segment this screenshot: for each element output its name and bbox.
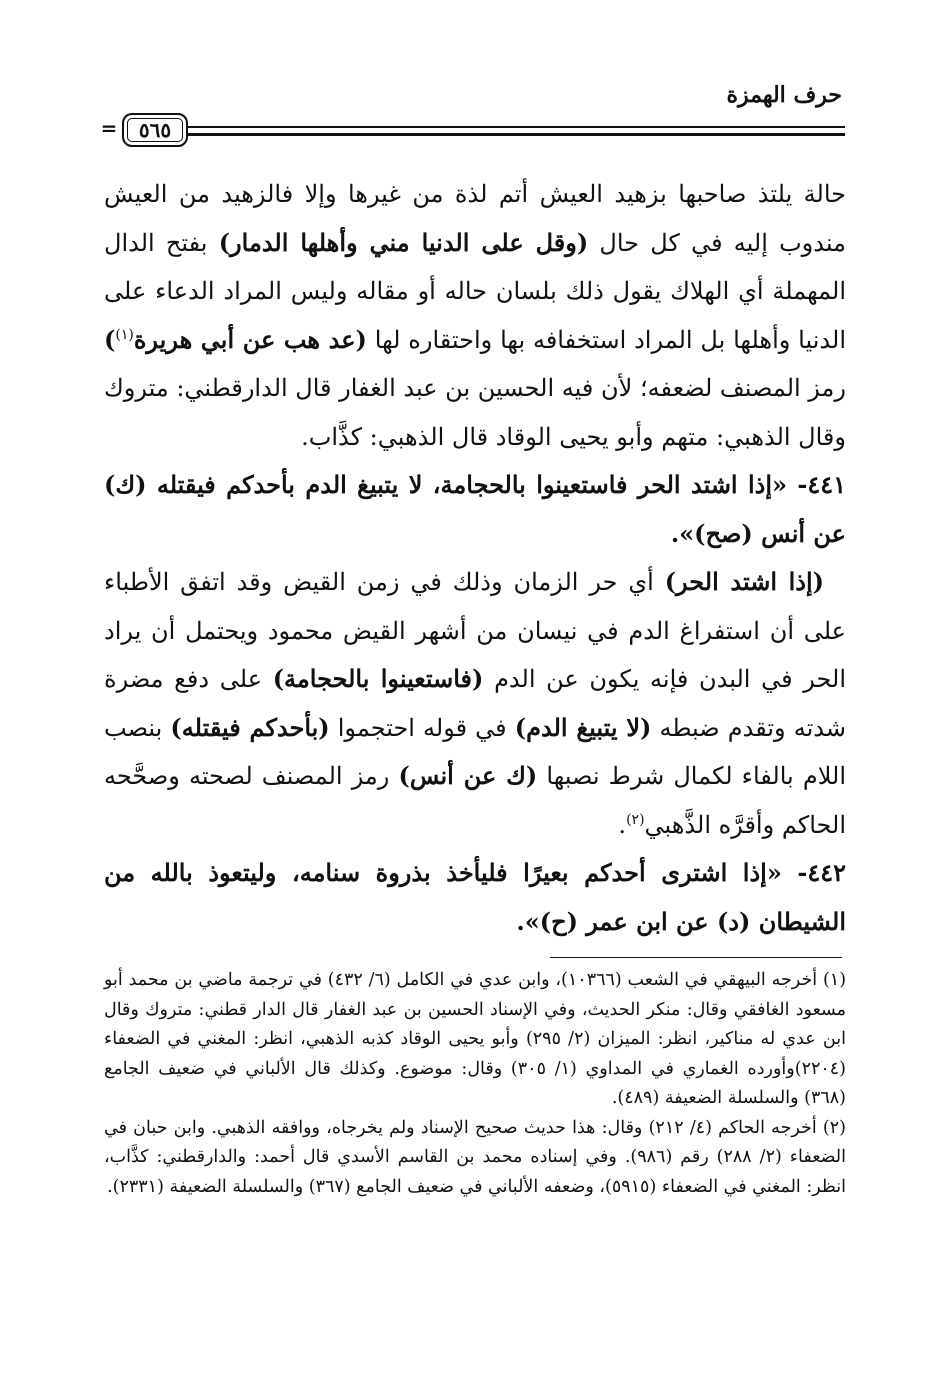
hadith-441: ٤٤١- «إذا اشتد الحر فاستعينوا بالحجامة، لا يتبيغ الدم بأحدكم فيقتله (ك) عن أنس (صح)». <box>104 470 846 548</box>
quoted-phrase: (بأحدكم فيقتله) <box>170 712 330 742</box>
quoted-phrase: (لا يتبيغ الدم) <box>514 712 652 742</box>
quoted-phrase: (ك عن أنس) <box>398 761 538 790</box>
footnote-ref-1: (١) <box>115 326 134 343</box>
quoted-phrase: (عد هب عن أبي هريرة <box>133 324 367 354</box>
main-text <box>104 170 846 946</box>
quoted-phrase: (وقل على الدنيا مني وأهلها الدمار) <box>218 227 589 257</box>
header-rule-thin <box>188 126 845 128</box>
footnote-1: (١) أخرجه البيهقي في الشعب (١٠٣٦٦)، وابن عدي في الكامل (٦/ ٤٣٢) في ترجمة ماضي بن محمد أبو مسعود الغافقي وقال: منكر الحديث، وفي الإسناد الحسين بن عبد الغفار قال الدار قطني: متروك وقال ابن عدي له مناكير، انظر: الميزان (٢/ ٢٩٥) وأبو يحيى الوقاد كذبه الذهبي، انظر: المغني في الضعفاء (٢٢٠٤)وأورده الغماري في المداوي (١/ ٣٠٥) وقال: موضوع. وكذلك قال الألباني في ضعيف الجامع (٣٦٨) والسلسلة الضعيفة (٤٨٩). <box>104 970 847 1108</box>
footnote-ref-2: (٢) <box>626 811 645 828</box>
header-rule <box>100 113 845 153</box>
footnotes <box>104 966 846 1202</box>
paragraph-commentary-1: حالة يلتذ صاحبها بزهيد العيش أتم لذة من غيرها وإلا فالزهيد من العيش مندوب إليه في كل حال (وقل على الدنيا مني وأهلها الدمار) بفتح الدال المهملة أي الهلاك يقول ذلك بلسان حاله أو مقاله وليس المراد الدعاء على الدنيا وأهلها بل المراد استخفافه بها واحتقاره لها (عد هب عن أبي هريرة$^{(١)}$) رمز المصنف لضعفه؛ لأن فيه الحسين بن عبد الغفار قال الدارقطني: متروك وقال الذهبي: متهم وأبو يحيى الوقاد قال الذهبي: كذَّاب. <box>104 180 846 451</box>
header-rule-thick <box>188 133 845 136</box>
page-number: ٥٦٥ <box>122 113 188 147</box>
footnote-separator <box>550 957 842 958</box>
paragraph-commentary-2: (إذا اشتد الحر) أي حر الزمان وذلك في زمن القيض وقد اتفق الأطباء على أن استفراغ الدم في نيسان من أشهر القيض محمود ويحتمل أن يراد الحر في البدن فإنه يكون عن الدم (فاستعينوا بالحجامة) على دفع مضرة شدته وتقدم ضبطه (لا يتبيغ الدم) في قوله احتجموا (بأحدكم فيقتله) بنصب اللام بالفاء لكمال شرط نصبها (ك عن أنس) رمز المصنف لصحته وصحَّحه الحاكم وأقرَّه الذَّهبي$^{(٢)}$. <box>104 567 846 839</box>
quoted-phrase: (إذا اشتد الحر) <box>664 567 824 596</box>
footnote-2: (٢) أخرجه الحاكم (٤/ ٢١٢) وقال: هذا حديث صحيح الإسناد ولم يخرجاه، ووافقه الذهبي. وابن حبان في الضعفاء (٢/ ٢٨٨) رقم (٩٨٦). وفي إسناده محمد بن القاسم الأسدي قال أحمد: والدارقطني: كذَّاب، انظر: المغني في الضعفاء (٥٩١٥)، وضعفه الألباني في ضعيف الجامع (٣٦٧) والسلسلة الضعيفة (٢٣٣١). <box>104 1117 847 1197</box>
header-edge-mark: = <box>100 116 118 140</box>
hadith-442: ٤٤٢- «إذا اشترى أحدكم بعيرًا فليأخذ بذروة سنامه، وليتعوذ بالله من الشيطان (د) عن ابن عمر (ح)». <box>104 858 846 936</box>
quoted-phrase: (فاستعينوا بالحجامة) <box>272 664 484 693</box>
running-title: حرف الهمزة <box>726 82 842 108</box>
